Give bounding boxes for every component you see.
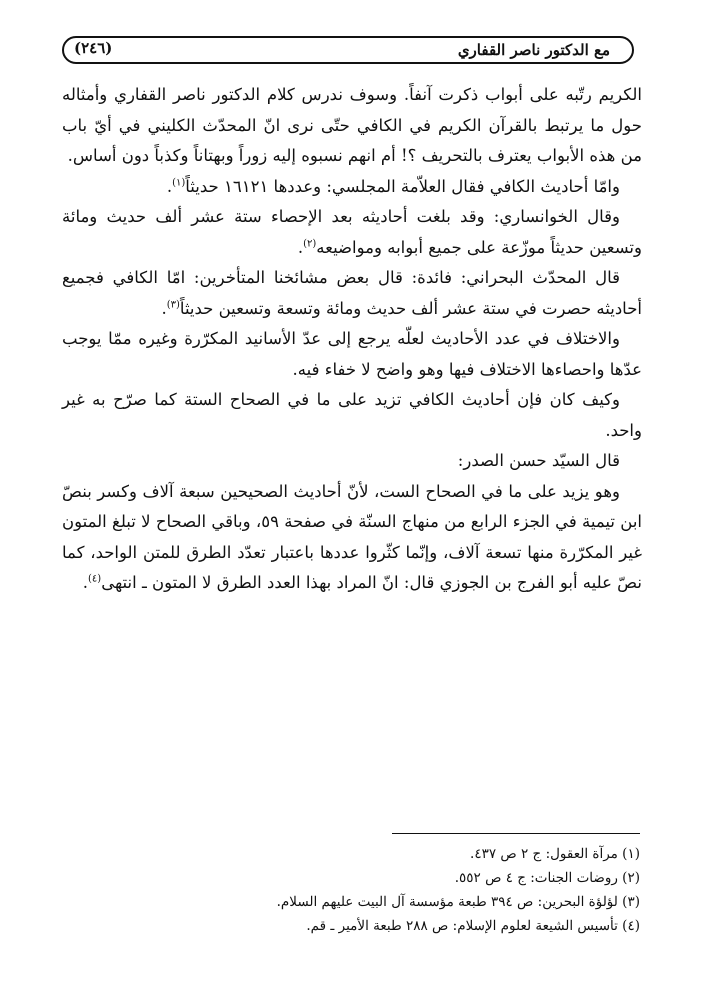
paragraph-text: وقال الخوانساري: وقد بلغت أحاديثه بعد الإحصاء ستة عشر ألف حديث ومائة وتسعين حديثاً موزّعة على جميع أبوابه ومواضيعه — [62, 207, 642, 257]
paragraph — [62, 477, 642, 599]
paragraph-tail: . — [297, 237, 304, 257]
paragraph — [62, 172, 642, 203]
footnote-ref[interactable]: (٤) — [88, 573, 102, 585]
paragraph — [62, 80, 642, 172]
paragraph-tail: . — [82, 573, 88, 592]
paragraph — [62, 263, 642, 324]
footnote-ref[interactable]: (٢) — [303, 238, 317, 249]
footnote-divider — [392, 833, 640, 834]
paragraph-text: قال المحدّث البحراني: فائدة: قال بعض مشائخنا المتأخرين: امّا الكافي فجميع أحاديثه حصرت في ستة عشر ألف حديث ومائة وتسعة وتسعين حديثاً — [62, 268, 642, 318]
paragraph — [62, 202, 642, 263]
header-title: مع الدكتور ناصر القفاري — [457, 41, 610, 59]
page-number: (٢٤٦) — [74, 39, 113, 57]
paragraph-text: وامّا أحاديث الكافي فقال العلاّمة المجلسي: وعددها ١٦١٢١ حديثاً — [185, 176, 620, 196]
running-header — [62, 36, 634, 64]
main-text — [62, 80, 642, 599]
paragraph-text: وكيف كان فإن أحاديث الكافي تزيد على ما في الصحاح الستة كما صرّح به غير واحد. — [62, 390, 642, 440]
paragraph-tail: . — [161, 298, 167, 318]
footnote-ref[interactable]: (٣) — [166, 299, 180, 310]
footnote: (٢) روضات الجنات: ج ٤ ص ٥٥٢. — [454, 870, 640, 886]
paragraph-tail: . — [166, 176, 173, 196]
footnote-ref[interactable]: (١) — [172, 177, 186, 188]
paragraph — [62, 446, 642, 477]
paragraph — [62, 324, 642, 385]
footnote: (٤) تأسيس الشيعة لعلوم الإسلام: ص ٢٨٨ طبعة الأمير ـ قم. — [306, 918, 640, 934]
paragraph-text: وهو يزيد على ما في الصحاح الست، لأنّ أحاديث الصحيحين سبعة آلاف وكسر بنصّ ابن تيمية في الجزء الرابع من منهاج السنّة في صفحة ٥٩، وباقي الصحاح لا تبلغ المتون غير المكرّرة منها تسعة آلاف، وإنّما كثّروا عددها باعتبار تعدّد الطرق للمتن الواحد، كما نصّ عليه أبو الفرج بن الجوزي قال: انّ المراد بهذا العدد الطرق لا المتون ـ انتهى — [62, 481, 642, 592]
footnotes — [62, 842, 640, 938]
paragraph-text: قال السيّد حسن الصدر: — [457, 451, 620, 470]
paragraph-text: الكريم رتّبه على أبواب ذكرت آنفاً. وسوف ندرس كلام الدكتور ناصر القفاري وأمثاله حول ما يرتبط بالقرآن الكريم في الكافي حتّى نرى انّ المحدّث الكليني في أيّ باب من هذه الأبواب يعترف بالتحريف ؟! أم انهم نسبوه إليه زوراً وبهتاناً وكذباً دون أساس. — [62, 85, 642, 165]
paragraph-text: والاختلاف في عدد الأحاديث لعلّه يرجع إلى عدّ الأسانيد المكرّرة وغيره ممّا يوجب عدّها واحصاءها الاختلاف فيها وهو واضح لا خفاء فيه. — [62, 329, 642, 379]
footnote: (١) مرآة العقول: ج ٢ ص ٤٣٧. — [470, 846, 640, 862]
footnote: (٣) لؤلؤة البحرين: ص ٣٩٤ طبعة مؤسسة آل البيت عليهم السلام. — [276, 894, 640, 910]
paragraph — [62, 385, 642, 446]
